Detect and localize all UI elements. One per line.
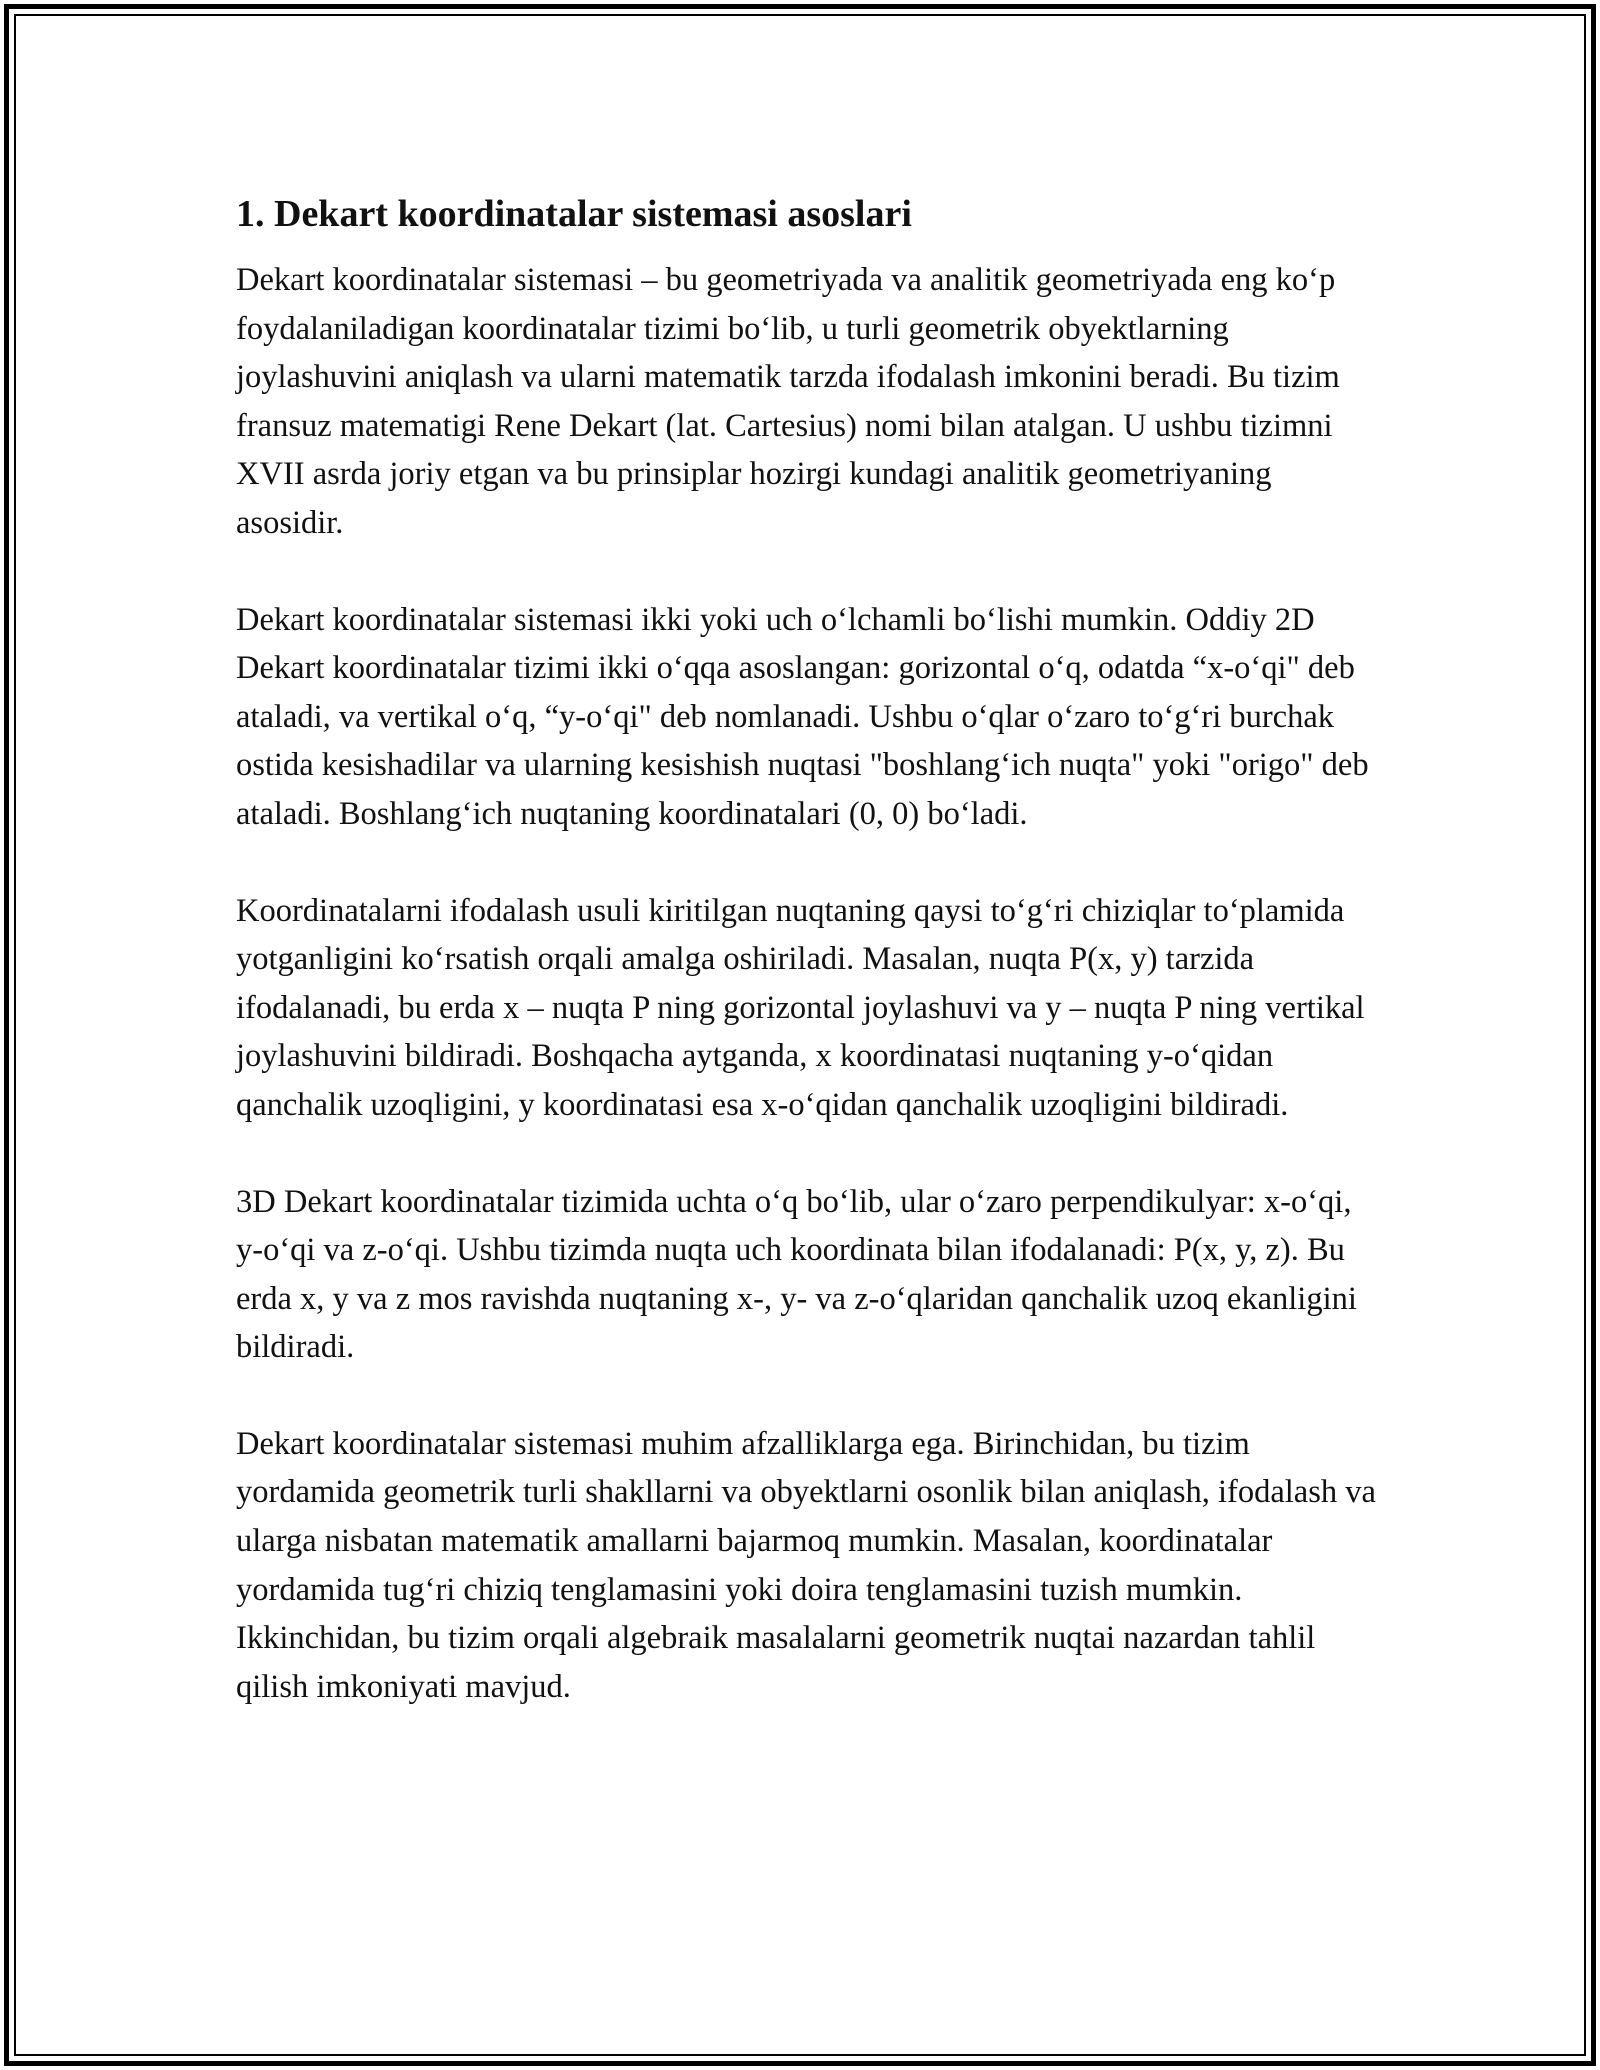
paragraph-advantages: Dekart koordinatalar sistemasi muhim afzalliklarga ega. Birinchidan, bu tizim yordamida geometrik turli shakllarni va obyektlarni osonlik bilan aniqlash, ifodalash va ularga nisbatan matematik amallarni bajarmoq mumkin. Masalan, koordinatalar yordamida tug‘ri chiziq tenglamasini yoki doira tenglamasini tuzish mumkin. Ikkinchidan, bu tizim orqali algebraik masalalarni geometrik nuqtai nazardan tahlil qilish imkoniyati mavjud.	[236, 1425, 1376, 1705]
paragraph-2d-system: Dekart koordinatalar sistemasi ikki yoki uch o‘lchamli bo‘lishi mumkin. Oddiy 2D Dekart koordinatalar tizimi ikki o‘qqa asoslangan: gorizontal o‘q, odatda “x-o‘qi" deb ataladi, va vertikal o‘q, “y-o‘qi" deb nomlanadi. Ushbu o‘qlar o‘zaro to‘g‘ri burchak ostida kesishadilar va ularning kesishish nuqtasi "boshlang‘ich nuqta" yoki "origo" deb ataladi. Boshlang‘ich nuqtaning koordinatalari (0, 0) bo‘ladi.	[236, 601, 1369, 832]
paragraph-intro: Dekart koordinatalar sistemasi – bu geometriyada va analitik geometriyada eng ko‘p foydalaniladigan koordinatalar tizimi bo‘lib, u turli geometrik obyektlarning joylashuvini aniqlash va ularni matematik tarzda ifodalash imkonini beradi. Bu tizim fransuz matematigi Rene Dekart (lat. Cartesius) nomi bilan atalgan. U ushbu tizimni XVII asrda joriy etgan va bu prinsiplar hozirgi kundagi analitik geometriyaning asosidir.	[236, 262, 1340, 541]
paragraph-point-notation: Koordinatalarni ifodalash usuli kiritilgan nuqtaning qaysi to‘g‘ri chiziqlar to‘plamida yotganligini ko‘rsatish orqali amalga oshiriladi. Masalan, nuqta P(x, y) tarzida ifodalanadi, bu erda x – nuqta P ning gorizontal joylashuvi va y – nuqta P ning vertikal joylashuvini bildiradi. Boshqacha aytganda, x koordinatasi nuqtaning y-o‘qidan qanchalik uzoqligini, y koordinatasi esa x-o‘qidan qanchalik uzoqligini bildiradi.	[236, 892, 1365, 1123]
paragraph-3d-system: 3D Dekart koordinatalar tizimida uchta o‘q bo‘lib, ular o‘zaro perpendikulyar: x-o‘qi, y-o‘qi va z-o‘qi. Ushbu tizimda nuqta uch koordinata bilan ifodalanadi: P(x, y, z). Bu erda x, y va z mos ravishda nuqtaning x-, y- va z-o‘qlaridan qanchalik uzoq ekanligini bildiradi.	[236, 1183, 1357, 1366]
section-heading: 1. Dekart koordinatalar sistemasi asoslari	[236, 193, 912, 235]
document-body	[236, 190, 1376, 1759]
